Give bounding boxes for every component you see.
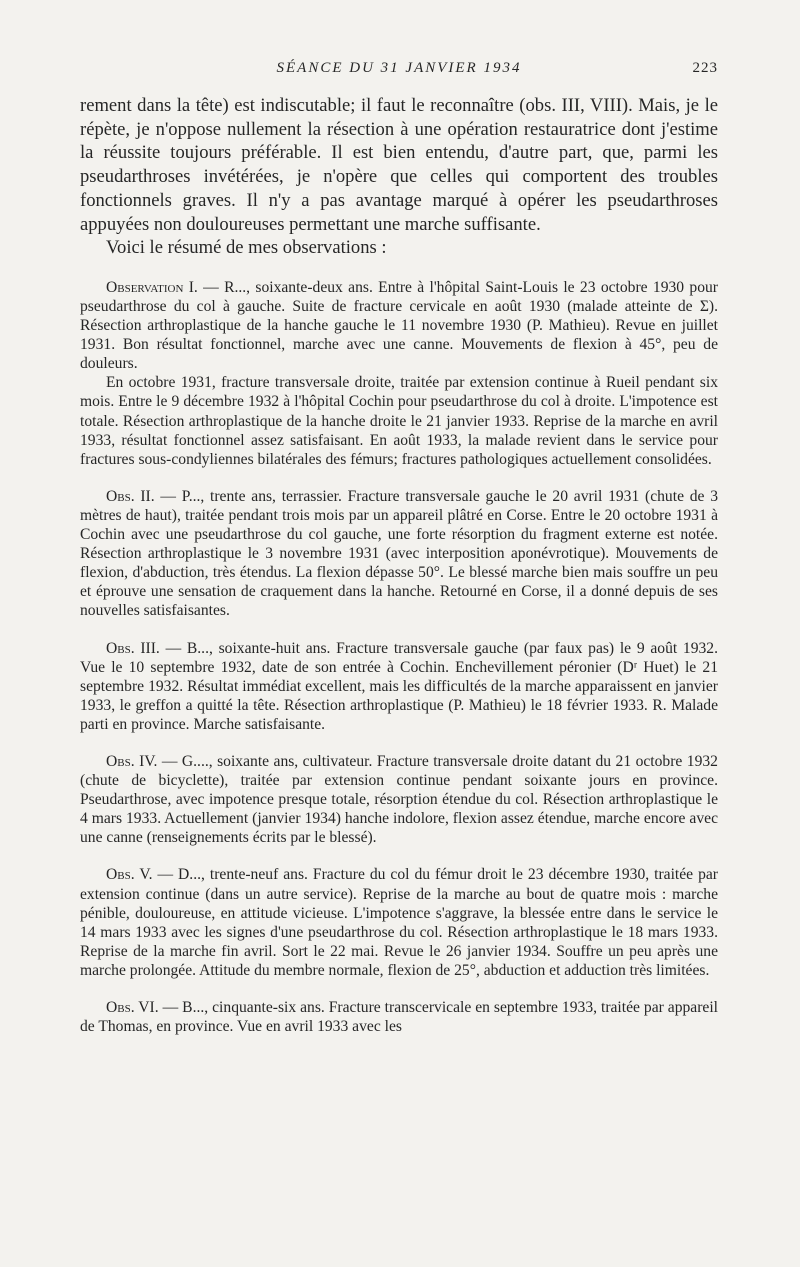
observation-paragraph (80, 487, 718, 621)
observation-text: — B..., cinquante-six ans. Fracture transcervicale en septembre 1933, traitée par appareil de Thomas, en province. Vue en avril 1933 avec les (80, 999, 718, 1036)
observation-text: — D..., trente-neuf ans. Fracture du col du fémur droit le 23 décembre 1930, traitée par extension continue (dans un autre service). Reprise de la marche au bout de quatre mois : marche pénible, douloureuse, en attitude vicieuse. L'impotence s'aggrave, la blessée entre dans le service le 14 mars 1933 avec les signes d'une pseudarthrose du col. Résection arthroplastique le 18 mars 1933. Reprise de la marche fin avril. Sort le 22 mai. Revue le 26 janvier 1934. Souffre un peu après une marche prolongée. Attitude du membre normale, flexion de 25°, abduction et adduction très limitées. (80, 866, 718, 979)
observation-text: — R..., soixante-deux ans. Entre à l'hôpital Saint-Louis le 23 octobre 1930 pour pseudarthrose du col à gauche. Suite de fracture cervicale en août 1930 (malade atteinte de Σ). Résection arthroplastique de la hanche gauche le 11 novembre 1930 (P. Mathieu). Revue en juillet 1931. Bon résultat fonctionnel, marche avec une canne. Mouvements de flexion à 45°, peu de douleurs. (80, 278, 719, 373)
observation-label: Obs. V. (106, 866, 153, 884)
page-body (80, 94, 718, 1036)
observation-paragraph: En octobre 1931, fracture transversale droite, traitée par extension continue à Rueil pendant six mois. Entre le 9 décembre 1932 à l'hôpital Cochin pour pseudarthrose du col à droite. L'impotence est totale. Résection arthroplastique de la hanche droite le 21 janvier 1933. Reprise de la marche en avril 1933, résultat fonctionnel assez satisfaisant. En août 1933, la malade revient dans le service pour fractures sous-condyliennes bilatérales des fémurs; fractures pathologiques actuellement consolidées. (80, 374, 718, 468)
observation-6 (80, 998, 718, 1036)
observation-label: Obs. III. (106, 639, 160, 657)
observation-paragraph (80, 278, 718, 373)
observation-label: Obs. II. (106, 487, 155, 505)
observation-paragraph (80, 865, 718, 980)
observation-paragraph (80, 998, 718, 1036)
observation-1 (80, 278, 718, 469)
observation-5 (80, 865, 718, 980)
intro-paragraph: rement dans la tête) est indiscutable; il faut le reconnaître (obs. III, VIII). Mais, je le répète, je n'oppose nullement la résection à une opération restauratrice dont j'estime la réussite toujours préférable. Il est bien entendu, d'autre part, que, parmi les pseudarthroses invétérées, je n'opère que celles qui comportent des troubles fonctionnels graves. Il n'y a pas avantage marqué à opérer les pseudarthroses appuyées non douloureuses permettant une marche suffisante. (80, 95, 718, 235)
observation-paragraph (80, 752, 718, 847)
summary-line: Voici le résumé de mes observations : (106, 237, 387, 259)
intro-section (80, 94, 718, 260)
observation-label: Obs. IV. (106, 752, 158, 770)
observation-4 (80, 752, 718, 847)
header-title: SÉANCE DU 31 JANVIER 1934 (276, 60, 522, 76)
observation-paragraph (80, 639, 718, 734)
observation-label: Observation I. (106, 278, 198, 296)
observation-3 (80, 639, 718, 734)
observation-text: — P..., trente ans, terrassier. Fracture transversale gauche le 20 avril 1931 (chute de 3 mètres de haut), traitée pendant trois mois par un appareil plâtré en Corse. Entre le 20 octobre 1931 à Cochin avec une pseudarthrose du col gauche, une forte résorption du fragment externe est notée. Résection arthroplastique le 3 novembre 1931 (avec interposition aponévrotique). Mouvements de flexion, d'abduction, très étendus. La flexion dépasse 50°. Le blessé marche bien mais souffre un peu et éprouve une sensation de craquement dans la hanche. Retourné en Corse, il a donné depuis de ses nouvelles satisfaisantes. (80, 487, 718, 620)
observation-2 (80, 487, 718, 621)
observation-label: Obs. VI. (106, 999, 159, 1017)
page-number: 223 (692, 60, 718, 76)
observation-text: — B..., soixante-huit ans. Fracture transversale gauche (par faux pas) le 9 août 1932. Vue le 10 septembre 1932, date de son entrée à Cochin. Enchevillement péronier (Dʳ Huet) le 21 septembre 1932. Résultat immédiat excellent, mais les difficultés de la marche apparaissent en janvier 1933, le greffon a quitté la tête. Résection arthroplastique (P. Mathieu) le 18 février 1933. R. Malade parti en province. Marche satisfaisante. (80, 639, 719, 733)
observation-text: — G...., soixante ans, cultivateur. Fracture transversale droite datant du 21 octobre 1932 (chute de bicyclette), traitée par extension continue pendant soixante jours en province. Pseudarthrose, avec impotence presque totale, résorption étendue du col. Résection arthroplastique le 4 mars 1933. Actuellement (janvier 1934) hanche indolore, flexion assez étendue, marche encore avec une canne (renseignements écrits par le blessé). (80, 752, 718, 847)
running-header (80, 60, 718, 82)
